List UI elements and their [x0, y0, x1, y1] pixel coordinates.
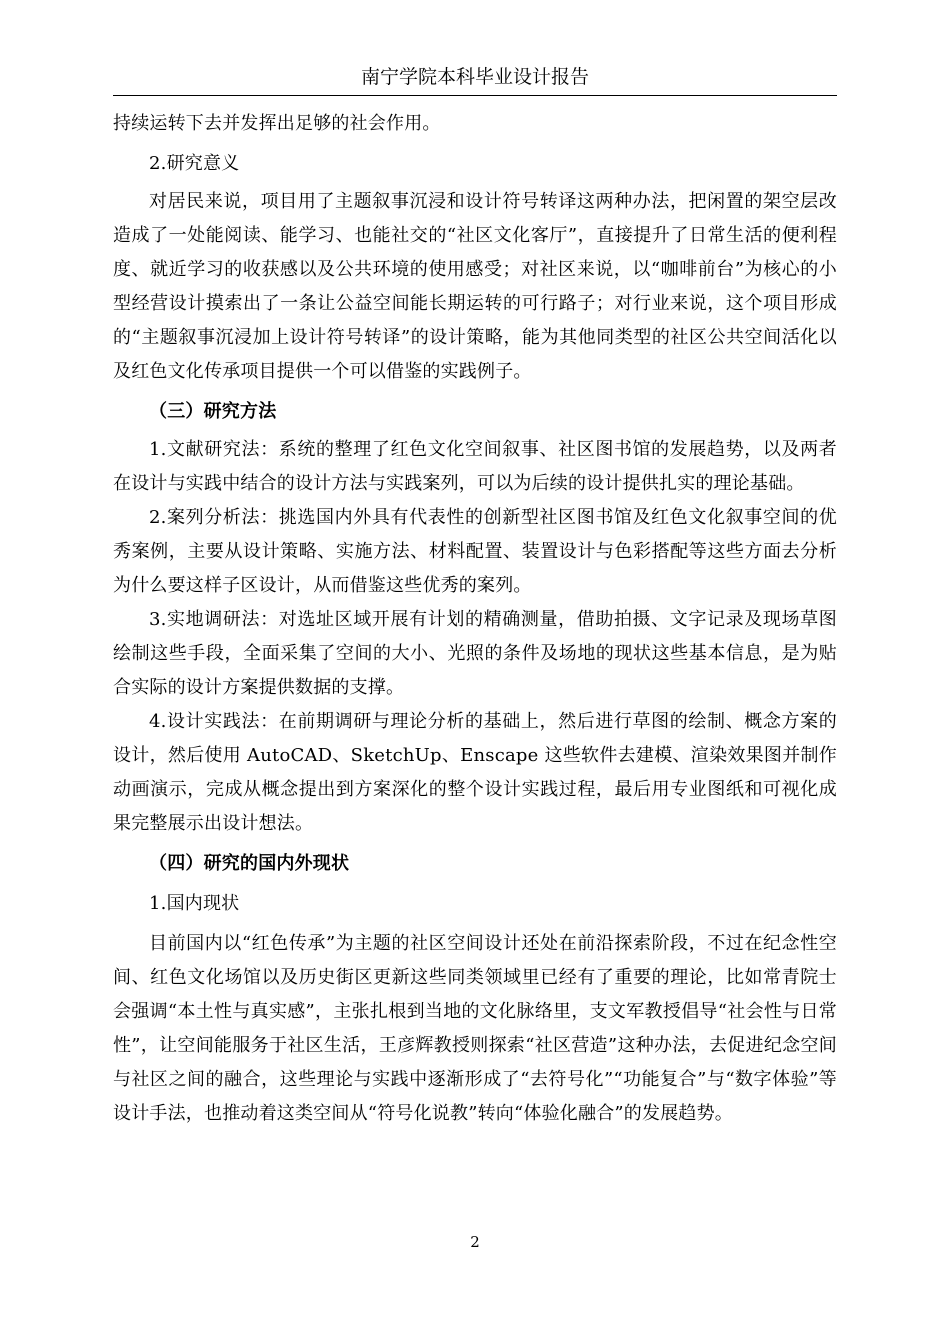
body-text	[113, 107, 837, 1131]
paragraph-case-analysis-method: 2.案列分析法：挑选国内外具有代表性的创新型社区图书馆及红色文化叙事空间的优秀案例，主要从设计策略、实施方法、材料配置、装置设计与色彩搭配等这些方面去分析为什么要这样子区设计，从而借鉴这些优秀的案列。	[113, 507, 837, 596]
subheading-research-significance: 2.研究意义	[149, 153, 240, 174]
paragraph-continuation: 持续运转下去并发挥出足够的社会作用。	[113, 113, 441, 134]
section-heading-research-status: （四）研究的国内外现状	[149, 853, 350, 874]
section-heading-research-methods: （三）研究方法	[149, 401, 277, 422]
paragraph-design-practice-method: 4.设计实践法：在前期调研与理论分析的基础上，然后进行草图的绘制、概念方案的设计，然后使用 AutoCAD、SketchUp、Enscape 这些软件去建模、渲染效果图并制作动画演示，完成从概念提出到方案深化的整个设计实践过程，最后用专业图纸和可视化成果完整展示出设计想法。	[113, 711, 837, 834]
paragraph-domestic-status: 目前国内以“红色传承”为主题的社区空间设计还处在前沿探索阶段，不过在纪念性空间、红色文化场馆以及历史街区更新这些同类领域里已经有了重要的理论，比如常青院士会强调“本土性与真实感”，主张扎根到当地的文化脉络里，支文军教授倡导“社会性与日常性”，让空间能服务于社区生活，王彦辉教授则探索“社区营造”这种办法，去促进纪念空间与社区之间的融合，这些理论与实践中逐渐形成了“去符号化”“功能复合”与“数字体验”等设计手法，也推动着这类空间从“符号化说教”转向“体验化融合”的发展趋势。	[113, 933, 837, 1124]
page-header-title: 南宁学院本科毕业设计报告	[360, 66, 589, 88]
subheading-domestic-status: 1.国内现状	[149, 893, 240, 914]
header-divider	[113, 95, 837, 96]
paragraph-literature-method: 1.文献研究法：系统的整理了红色文化空间叙事、社区图书馆的发展趋势，以及两者在设计与实践中结合的设计方法与实践案列，可以为后续的设计提供扎实的理论基础。	[113, 439, 837, 494]
paragraph-field-survey-method: 3.实地调研法：对选址区域开展有计划的精确测量，借助拍摄、文字记录及现场草图绘制这些手段，全面采集了空间的大小、光照的条件及场地的现状这些基本信息，是为贴合实际的设计方案提供数据的支撑。	[113, 609, 837, 698]
paragraph-research-significance: 对居民来说，项目用了主题叙事沉浸和设计符号转译这两种办法，把闲置的架空层改造成了一处能阅读、能学习、也能社交的“社区文化客厅”，直接提升了日常生活的便利程度、就近学习的收获感以及公共环境的使用感受；对社区来说，以“咖啡前台”为核心的小型经营设计摸索出了一条让公益空间能长期运转的可行路子；对行业来说，这个项目形成的“主题叙事沉浸加上设计符号转译”的设计策略，能为其他同类型的社区公共空间活化以及红色文化传承项目提供一个可以借鉴的实践例子。	[113, 191, 837, 382]
page-number: 2	[470, 1233, 480, 1251]
